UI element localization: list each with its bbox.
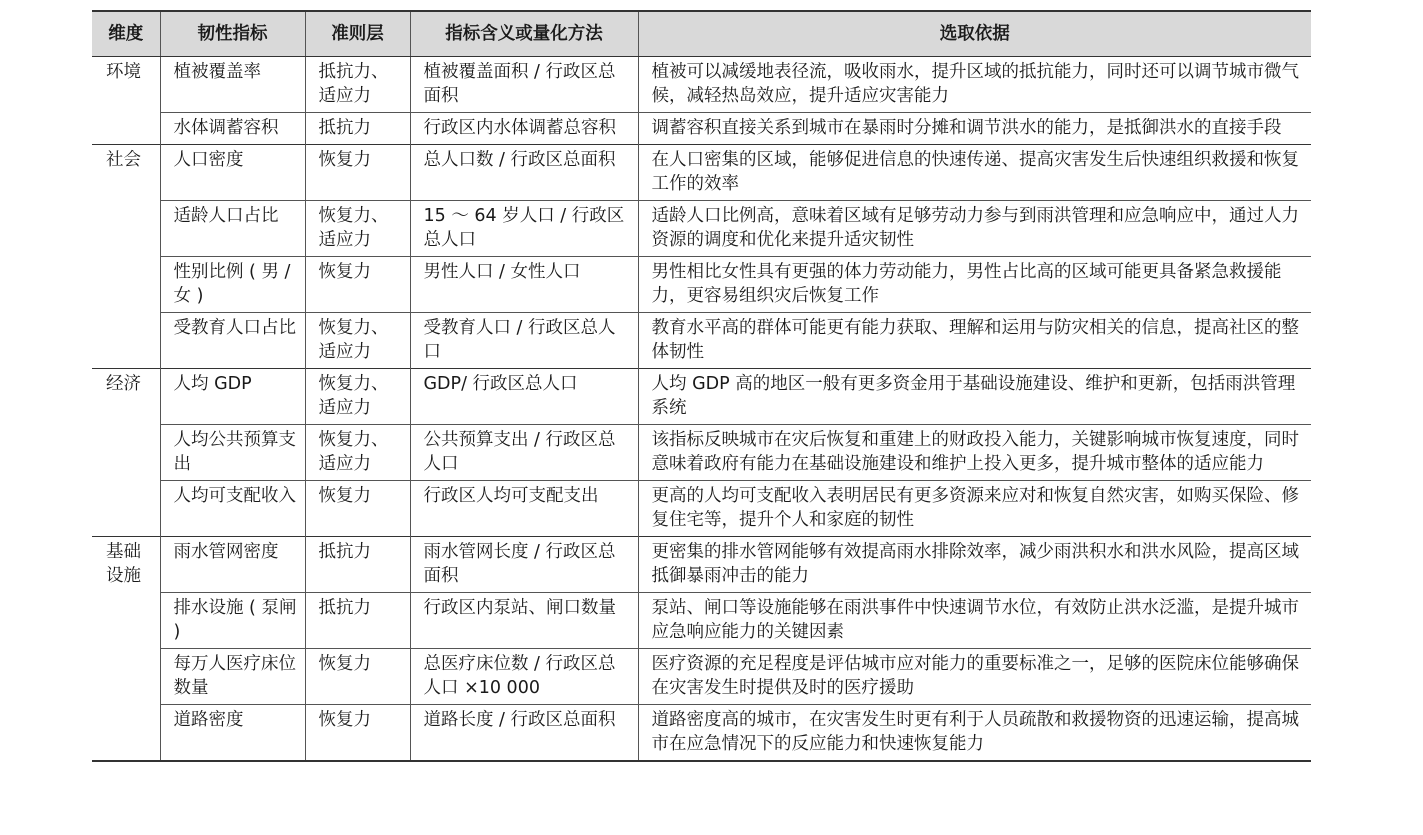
dimension-cell: 环境 bbox=[106, 62, 141, 82]
criterion-cell: 恢复力、适应力 bbox=[305, 369, 410, 425]
basis-cell: 调蓄容积直接关系到城市在暴雨时分摊和调节洪水的能力，是抵御洪水的直接手段 bbox=[638, 113, 1311, 145]
header-method: 指标含义或量化方法 bbox=[410, 11, 638, 57]
method-cell: 植被覆盖面积 / 行政区总面积 bbox=[410, 57, 638, 113]
basis-cell: 教育水平高的群体可能更有能力获取、理解和运用与防灾相关的信息，提高社区的整体韧性 bbox=[638, 313, 1311, 369]
basis-cell: 该指标反映城市在灾后恢复和重建上的财政投入能力，关键影响城市恢复速度，同时意味着政府有能力在基础设施建设和维护上投入更多，提升城市整体的适应能力 bbox=[638, 425, 1311, 481]
criterion-cell: 抵抗力 bbox=[305, 593, 410, 649]
indicator-cell: 适龄人口占比 bbox=[160, 201, 305, 257]
basis-cell: 更密集的排水管网能够有效提高雨水排除效率，减少雨洪积水和洪水风险，提高区域抵御暴雨冲击的能力 bbox=[638, 537, 1311, 593]
indicator-cell: 雨水管网密度 bbox=[160, 537, 305, 593]
basis-cell: 植被可以减缓地表径流，吸收雨水，提升区域的抵抗能力，同时还可以调节城市微气候，减轻热岛效应，提升适应灾害能力 bbox=[638, 57, 1311, 113]
method-cell: 行政区人均可支配支出 bbox=[410, 481, 638, 537]
indicator-table bbox=[92, 10, 1311, 762]
basis-cell: 在人口密集的区域，能够促进信息的快速传递、提高灾害发生后快速组织救援和恢复工作的效率 bbox=[638, 145, 1311, 201]
criterion-cell: 恢复力 bbox=[305, 705, 410, 762]
method-cell: 受教育人口 / 行政区总人口 bbox=[410, 313, 638, 369]
indicator-cell: 道路密度 bbox=[160, 705, 305, 762]
indicator-cell: 植被覆盖率 bbox=[160, 57, 305, 113]
criterion-cell: 抵抗力、适应力 bbox=[305, 57, 410, 113]
method-cell: GDP/ 行政区总人口 bbox=[410, 369, 638, 425]
dimension-cell: 经济 bbox=[92, 369, 160, 537]
indicator-cell: 人均 GDP bbox=[160, 369, 305, 425]
indicator-cell: 性别比例 ( 男 / 女 ) bbox=[160, 257, 305, 313]
dimension-cell: 基础设施 bbox=[92, 537, 160, 762]
basis-cell: 道路密度高的城市，在灾害发生时更有利于人员疏散和救援物资的迅速运输，提高城市在应急情况下的反应能力和快速恢复能力 bbox=[638, 705, 1311, 762]
table-row bbox=[92, 481, 1311, 537]
basis-cell: 泵站、闸口等设施能够在雨洪事件中快速调节水位，有效防止洪水泛滥，是提升城市应急响应能力的关键因素 bbox=[638, 593, 1311, 649]
indicator-cell: 人口密度 bbox=[160, 145, 305, 201]
header-indicator: 韧性指标 bbox=[160, 11, 305, 57]
table-row bbox=[92, 649, 1311, 705]
indicator-cell: 人均可支配收入 bbox=[160, 481, 305, 537]
table-row bbox=[92, 113, 1311, 145]
criterion-cell: 恢复力、适应力 bbox=[305, 313, 410, 369]
criterion-cell: 恢复力 bbox=[305, 145, 410, 201]
indicator-cell: 受教育人口占比 bbox=[160, 313, 305, 369]
indicator-cell: 排水设施 ( 泵闸 ) bbox=[160, 593, 305, 649]
table-row bbox=[92, 145, 1311, 201]
criterion-cell: 抵抗力 bbox=[305, 537, 410, 593]
header-dimension: 维度 bbox=[92, 11, 160, 57]
table-row bbox=[92, 257, 1311, 313]
method-cell: 总医疗床位数 / 行政区总人口 ×10 000 bbox=[410, 649, 638, 705]
table-row bbox=[92, 201, 1311, 257]
method-cell: 行政区内泵站、闸口数量 bbox=[410, 593, 638, 649]
method-cell: 雨水管网长度 / 行政区总面积 bbox=[410, 537, 638, 593]
table-row bbox=[92, 537, 1311, 593]
table-row bbox=[92, 369, 1311, 425]
table-row bbox=[92, 705, 1311, 762]
basis-cell: 男性相比女性具有更强的体力劳动能力，男性占比高的区域可能更具备紧急救援能力，更容易组织灾后恢复工作 bbox=[638, 257, 1311, 313]
table-body bbox=[92, 57, 1311, 762]
indicator-cell: 水体调蓄容积 bbox=[160, 113, 305, 145]
basis-cell: 人均 GDP 高的地区一般有更多资金用于基础设施建设、维护和更新，包括雨洪管理系统 bbox=[638, 369, 1311, 425]
basis-cell: 医疗资源的充足程度是评估城市应对能力的重要标准之一，足够的医院床位能够确保在灾害发生时提供及时的医疗援助 bbox=[638, 649, 1311, 705]
method-cell: 公共预算支出 / 行政区总人口 bbox=[410, 425, 638, 481]
basis-cell: 适龄人口比例高，意味着区域有足够劳动力参与到雨洪管理和应急响应中，通过人力资源的调度和优化来提升适灾韧性 bbox=[638, 201, 1311, 257]
indicator-cell: 人均公共预算支出 bbox=[160, 425, 305, 481]
header-row bbox=[92, 11, 1311, 57]
method-cell: 总人口数 / 行政区总面积 bbox=[410, 145, 638, 201]
header-criterion: 准则层 bbox=[305, 11, 410, 57]
table-row bbox=[92, 593, 1311, 649]
criterion-cell: 恢复力 bbox=[305, 649, 410, 705]
table-row bbox=[92, 57, 1311, 113]
criterion-cell: 恢复力 bbox=[305, 481, 410, 537]
indicator-cell: 每万人医疗床位数量 bbox=[160, 649, 305, 705]
basis-cell: 更高的人均可支配收入表明居民有更多资源来应对和恢复自然灾害，如购买保险、修复住宅等，提升个人和家庭的韧性 bbox=[638, 481, 1311, 537]
method-cell: 道路长度 / 行政区总面积 bbox=[410, 705, 638, 762]
method-cell: 男性人口 / 女性人口 bbox=[410, 257, 638, 313]
criterion-cell: 抵抗力 bbox=[305, 113, 410, 145]
header-basis: 选取依据 bbox=[638, 11, 1311, 57]
criterion-cell: 恢复力、适应力 bbox=[305, 425, 410, 481]
method-cell: 行政区内水体调蓄总容积 bbox=[410, 113, 638, 145]
dimension-cell: 社会 bbox=[92, 145, 160, 369]
criterion-cell: 恢复力、适应力 bbox=[305, 201, 410, 257]
table-row bbox=[92, 313, 1311, 369]
table-row bbox=[92, 425, 1311, 481]
criterion-cell: 恢复力 bbox=[305, 257, 410, 313]
method-cell: 15 ～ 64 岁人口 / 行政区总人口 bbox=[410, 201, 638, 257]
